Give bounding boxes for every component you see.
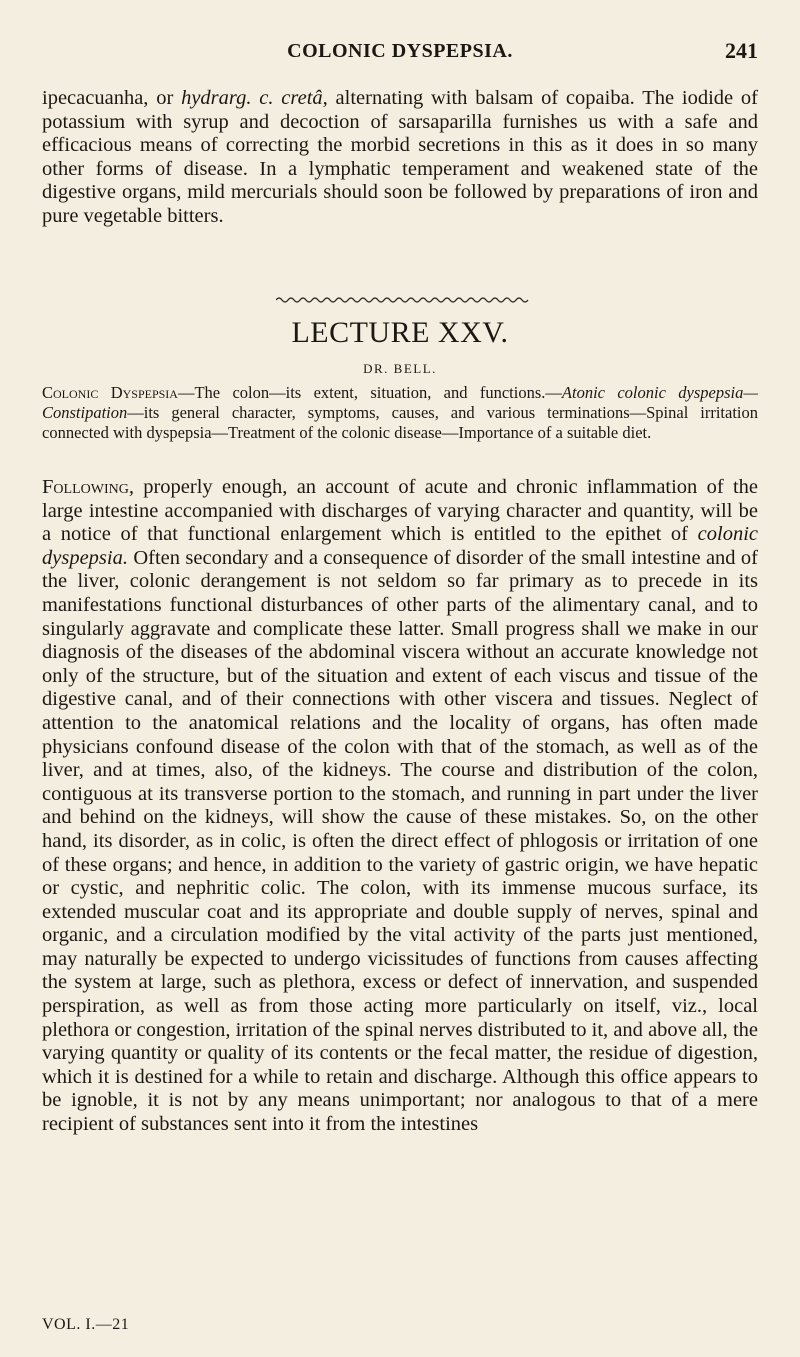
lecture-synopsis	[42, 383, 758, 443]
lecturer-name: DR. BELL.	[363, 361, 437, 376]
running-title: COLONIC DYSPEPSIA.	[287, 40, 513, 62]
synopsis-text-2: —its general character, symptoms, causes, and various terminations—Spinal irritation connected with dyspepsia—Treatment of the colonic disease—Importance of a suitable diet.	[42, 403, 758, 442]
opening-paragraph	[42, 87, 758, 229]
main-opening-word: Following,	[42, 476, 134, 498]
opening-drug-name: hydrarg. c. cretâ,	[181, 87, 328, 109]
main-italic-term: colonic dyspepsia.	[42, 523, 758, 569]
main-text-2: Often secondary and a consequence of disorder of the small intestine and of the liver, colonic derangement is not seldom so far primary as to precede in its manifestations functional disturbances of other parts of the alimentary canal, and to singularly aggravate and complicate these latter. Small progress shall we make in our diagnosis of the diseases of the abdominal viscera without an accurate knowledge not only of the structure, but of the situation and extent of each viscus and tissue of the digestive canal, and of their connections with other viscera and tissues. Neglect of attention to the anatomical relations and the locality of organs, has often made physicians confound disease of the colon with that of the stomach, as well as of the liver, and at times, also, of the kidneys. The course and distribution of the colon, contiguous at its transverse portion to the stomach, and running in part under the liver and behind on the kidneys, will show the cause of these mistakes. So, on the other hand, its disorder, as in colic, is often the direct effect of phlogosis or irritation of one of these organs; and hence, in addition to the variety of gastric origin, we have hepatic or cystic, and nephritic colic. The colon, with its immense mucous surface, its extended muscular coat and its appropriate and double supply of nerves, spinal and organic, and a circulation modified by the vital activity of the parts just mentioned, may naturally be expected to undergo vicissitudes of functions from causes affecting the system at large, such as plethora, excess or defect of innervation, and suspended perspiration, as well as from those acting more particularly on itself, viz., local plethora or congestion, irritation of the spinal nerves distributed to it, and above all, the varying quantity or quality of its contents or the fecal matter, the residue of digestion, which it is destined for a while to retain and discharge. Although this office appears to be ignoble, it is not by any means unimportant; nor analogous to that of a mere recipient of substances sent into it from the intestines	[42, 546, 758, 1136]
main-paragraph	[42, 476, 758, 1137]
synopsis-italic-topics: Atonic colonic dyspepsia—Constipation	[42, 383, 758, 422]
running-head	[42, 40, 758, 64]
opening-text-rest: alternating with balsam of copaiba. The iodide of potassium with syrup and decoction of sarsaparilla furnishes us with a safe and efficacious means of correcting the morbid secretions in this as it does in so many other forms of disease. In a lymphatic temperament and weakened state of the digestive organs, mild mercurials should soon be followed by preparations of iron and pure vegetable bitters.	[42, 87, 758, 227]
page-number: 241	[725, 38, 758, 63]
synopsis-heading: Colonic Dyspepsia	[42, 383, 178, 402]
volume-signature: VOL. I.—21	[42, 1316, 130, 1333]
lecture-title: LECTURE XXV.	[291, 316, 509, 349]
synopsis-text-1: —The colon—its extent, situation, and functions.—	[177, 383, 562, 402]
main-text-1: properly enough, an account of acute and chronic inflammation of the large intestine accompanied with discharges of varying character and quantity, will be a notice of that functional enlargement which is entitled to the epithet of	[42, 476, 758, 546]
opening-text-start: ipecacuanha, or	[42, 87, 182, 109]
ornamental-wavy-rule	[276, 296, 530, 304]
